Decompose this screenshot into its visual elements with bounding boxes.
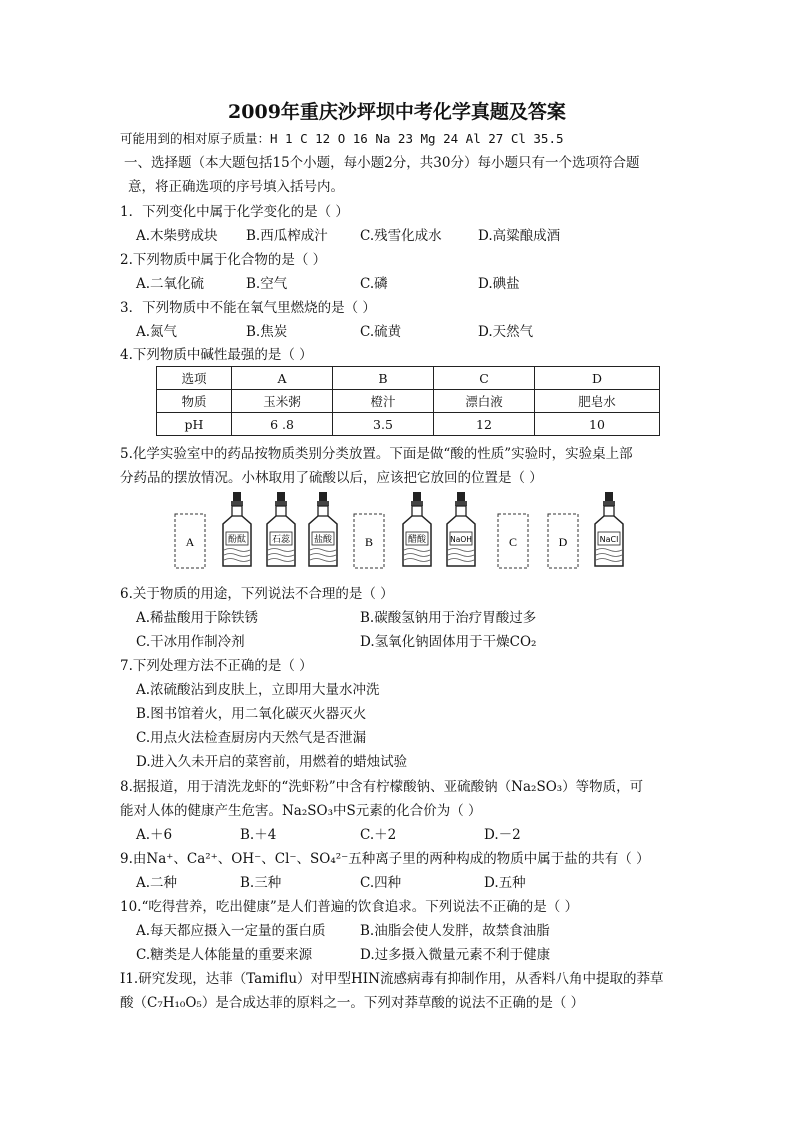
question-7-stem: 7.下列处理方法不正确的是（ ）	[120, 658, 313, 674]
question-2-option-c: C.磷	[360, 276, 388, 292]
question-2-stem: 2.下列物质中属于化合物的是（ ）	[120, 252, 327, 268]
question-1-option-c: C.残雪化成水	[360, 228, 442, 244]
question-2-option-a: A.二氧化硫	[136, 276, 205, 292]
question-2-option-d: D.碘盐	[478, 276, 520, 292]
reagent-shelf-figure	[150, 490, 650, 572]
question-1-option-b: B.西瓜榨成汁	[246, 228, 328, 244]
table-row	[157, 413, 660, 436]
question-7-option-a: A.浓硫酸沾到皮肤上，立即用大量水冲洗	[136, 682, 380, 698]
table-cell: 物质	[157, 390, 232, 413]
bottle-naoh	[447, 492, 475, 566]
question-9-option-b: B.三种	[240, 875, 282, 891]
question-7-option-b: B.图书馆着火，用二氧化碳灭火器灭火	[136, 706, 367, 722]
section-instructions-1: 一、选择题（本大题包括15个小题，每小题2分，共30分）每小题只有一个选项符合题	[124, 155, 640, 171]
question-8-option-a: A.＋6	[136, 827, 173, 843]
question-7-option-c: C.用点火法检查厨房内天然气是否泄漏	[136, 730, 367, 746]
question-3-option-d: D.天然气	[478, 324, 534, 340]
table-cell: pH	[157, 413, 232, 436]
question-10-stem: 10.“吃得营养，吃出健康”是人们普遍的饮食追求。下列说法不正确的是（ ）	[120, 899, 579, 915]
question-9-stem: 9.由Na⁺、Ca²⁺、OH⁻、Cl⁻、SO₄²⁻五种离子里的两种构成的物质中属于盐的共有（ ）	[120, 851, 650, 867]
section-instructions-2: 意，将正确选项的序号填入括号内。	[128, 179, 344, 195]
table-cell: 10	[535, 413, 660, 436]
question-7-option-d: D.进入久未开启的菜窖前，用燃着的蜡烛试验	[136, 754, 408, 770]
question-11-line-2: 酸（C₇H₁₀O₅）是合成达菲的原料之一。下列对莽草酸的说法不正确的是（ ）	[120, 995, 585, 1011]
question-8-option-c: C.＋2	[360, 827, 397, 843]
question-10-option-d: D.过多摄入微量元素不利于健康	[360, 947, 551, 963]
bottle-label: NaCl	[599, 535, 619, 544]
question-8-option-d: D.－2	[484, 827, 521, 843]
question-9-option-d: D.五种	[484, 875, 526, 891]
bottle-acetic-acid	[403, 492, 431, 566]
atomic-masses: 可能用到的相对原子质量：H 1 C 12 O 16 Na 23 Mg 24 Al 27 Cl 35.5	[120, 131, 564, 146]
table-cell: B	[333, 367, 434, 390]
table-cell: 玉米粥	[232, 390, 333, 413]
question-1-option-a: A.木柴劈成块	[136, 228, 218, 244]
bottle-label: 酚酞	[227, 535, 247, 545]
table-cell: 6 .8	[232, 413, 333, 436]
question-5-line-1: 5.化学实验室中的药品按物质类别分类放置。下面是做“酸的性质”实验时，实验桌上部	[120, 446, 633, 462]
question-2-option-b: B.空气	[246, 276, 288, 292]
bottle-label: 醋酸	[407, 535, 427, 545]
question-6-stem: 6.关于物质的用途，下列说法不合理的是（ ）	[120, 586, 394, 602]
question-3-option-a: A.氮气	[136, 324, 178, 340]
question-9-option-c: C.四种	[360, 875, 402, 891]
ph-table	[156, 366, 660, 436]
table-cell: 选项	[157, 367, 232, 390]
question-10-option-c: C.糖类是人体能量的重要来源	[136, 947, 313, 963]
question-10-option-a: A.每天都应摄入一定量的蛋白质	[136, 923, 326, 939]
bottle-litmus	[267, 492, 295, 566]
table-cell: 3.5	[333, 413, 434, 436]
question-8-option-b: B.＋4	[240, 827, 277, 843]
table-cell: 漂白液	[434, 390, 535, 413]
question-3-option-b: B.焦炭	[246, 324, 288, 340]
question-8-line-1: 8.据报道，用于清洗龙虾的“洗虾粉”中含有柠檬酸钠、亚硫酸钠（Na₂SO₃）等物质，可	[120, 779, 644, 795]
table-row	[157, 367, 660, 390]
table-cell: A	[232, 367, 333, 390]
question-1-stem: 1．下列变化中属于化学变化的是（ ）	[120, 204, 349, 220]
question-4-stem: 4.下列物质中碱性最强的是（ ）	[120, 347, 313, 363]
page-title: 2009年重庆沙坪坝中考化学真题及答案	[228, 101, 566, 123]
question-6-option-d: D.氢氧化钠固体用于干燥CO₂	[360, 634, 537, 650]
question-1-option-d: D.高粱酿成酒	[478, 228, 561, 244]
bottle-hydrochloric-acid	[309, 492, 337, 566]
question-11-line-1: I1.研究发现，达菲（Tamiflu）对甲型HIN流感病毒有抑制作用，从香料八角中提取的莽草	[120, 971, 664, 987]
slot-c-label: C	[508, 535, 518, 549]
question-8-line-2: 能对人体的健康产生危害。Na₂SO₃中S元素的化合价为（ ）	[120, 803, 482, 819]
question-6-option-c: C.干冰用作制冷剂	[136, 634, 245, 650]
question-10-option-b: B.油脂会使人发胖，故禁食油脂	[360, 923, 550, 939]
bottle-label: 盐酸	[313, 535, 333, 545]
question-9-option-a: A.二种	[136, 875, 178, 891]
question-5-line-2: 分药品的摆放情况。小林取用了硫酸以后，应该把它放回的位置是（ ）	[120, 470, 543, 486]
question-6-option-b: B.碳酸氢钠用于治疗胃酸过多	[360, 610, 537, 626]
table-row	[157, 390, 660, 413]
bottle-label: 石蕊	[271, 535, 291, 545]
question-3-option-c: C.硫黄	[360, 324, 402, 340]
bottle-label: NaOH	[450, 535, 472, 544]
table-cell: 12	[434, 413, 535, 436]
question-6-option-a: A.稀盐酸用于除铁锈	[136, 610, 259, 626]
slot-b-label: B	[364, 535, 374, 549]
slot-a-label: A	[185, 535, 195, 549]
question-3-stem: 3．下列物质中不能在氧气里燃烧的是（ ）	[120, 300, 376, 316]
table-cell: C	[434, 367, 535, 390]
slot-d-label: D	[558, 535, 568, 549]
table-cell: 橙汁	[333, 390, 434, 413]
bottle-phenolphthalein	[223, 492, 251, 566]
table-cell: D	[535, 367, 660, 390]
bottle-nacl	[595, 492, 623, 566]
table-cell: 肥皂水	[535, 390, 660, 413]
